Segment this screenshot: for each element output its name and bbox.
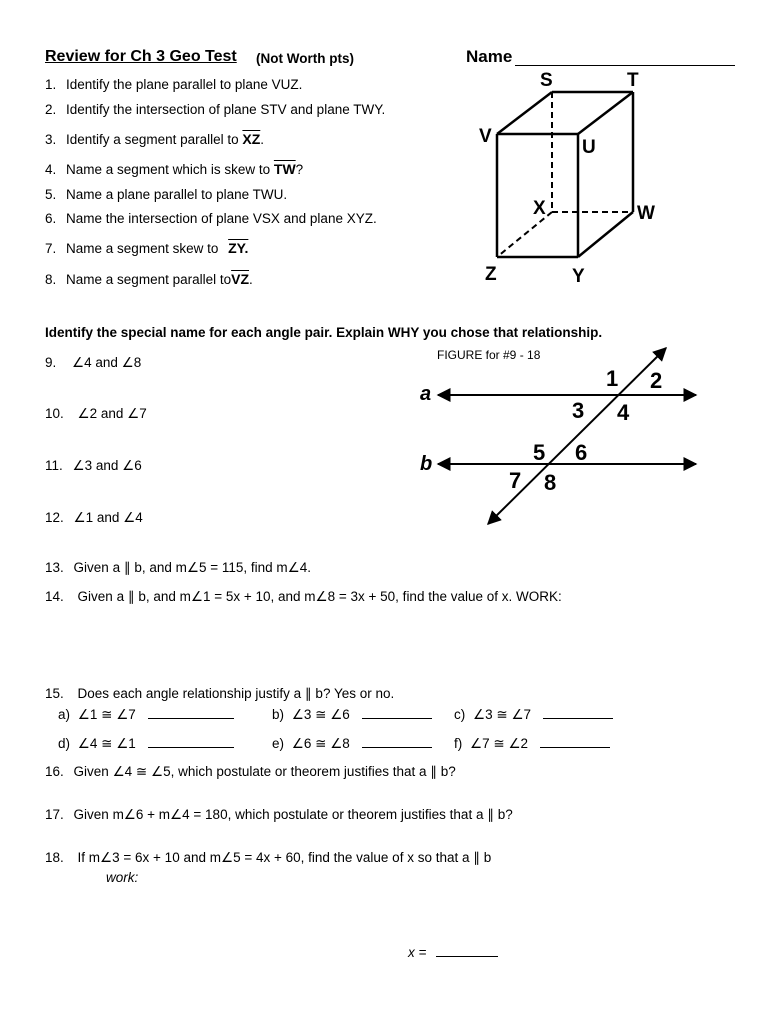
question-4: 4. Name a segment which is skew to $\overline{TW}$? — [45, 161, 304, 177]
angle-label-4: 4 — [617, 400, 630, 425]
question-3: 3. Identify a segment parallel to $\overline{XZ}$. — [45, 131, 265, 147]
line-a-label: a — [420, 383, 432, 405]
prism-label-z: Z — [485, 264, 497, 285]
question-17: 17. Given m∠6 + m∠4 = 180, which postulate or theorem justifies that a ∥ b? — [45, 807, 513, 822]
name-label: Name — [466, 47, 513, 66]
question-14: 14. Given a ∥ b, and m∠1 = 5x + 10, and m∠8 = 3x + 50, find the value of x. WORK: — [45, 589, 562, 604]
segment-vz: $\overline{VZ}$ — [231, 271, 250, 287]
angle-label-3: 3 — [572, 398, 585, 423]
q15-part-c: c) ∠3 ≅ ∠7 — [454, 706, 613, 723]
angle-label-2: 2 — [650, 368, 663, 393]
q18-work-label: work: — [106, 870, 139, 885]
q15-part-b: b) ∠3 ≅ ∠6 — [272, 706, 432, 723]
q15-d-answer[interactable] — [148, 735, 234, 748]
segment-tw: $\overline{TW}$ — [273, 161, 296, 177]
q15-a-answer[interactable] — [148, 706, 234, 719]
question-9: 9. ∠4 and ∠8 — [45, 355, 142, 370]
q15-part-a: a) ∠1 ≅ ∠7 — [58, 706, 234, 723]
question-15: 15. Does each angle relationship justify a ∥ b? Yes or no. — [45, 686, 395, 701]
prism-label-w: W — [637, 203, 655, 224]
prism-figure — [475, 62, 675, 287]
line-b-label: b — [420, 453, 433, 475]
q15-part-e: e) ∠6 ≅ ∠8 — [272, 735, 432, 752]
question-18: 18. If m∠3 = 6x + 10 and m∠5 = 4x + 60, find the value of x so that a ∥ b — [45, 850, 492, 865]
question-11: 11. ∠3 and ∠6 — [45, 458, 142, 473]
q15-f-answer[interactable] — [540, 735, 610, 748]
prism-label-x: X — [533, 198, 546, 219]
prism-label-t: T — [627, 70, 639, 91]
prism-label-u: U — [582, 137, 596, 158]
angle-label-8: 8 — [544, 470, 557, 495]
question-2: 2. Identify the intersection of plane STV and plane TWY. — [45, 102, 386, 117]
prism-label-y: Y — [572, 266, 585, 287]
q15-b-answer[interactable] — [362, 706, 432, 719]
figure-caption: FIGURE for #9 - 18 — [437, 348, 541, 362]
segment-zy: ZY. — [228, 240, 249, 256]
parallel-lines-figure — [410, 340, 710, 530]
question-10: 10. ∠2 and ∠7 — [45, 406, 147, 421]
angle-section-heading: Identify the special name for each angle pair. Explain WHY you chose that relationship. — [45, 325, 603, 340]
question-6: 6. Name the intersection of plane VSX and plane XYZ. — [45, 211, 377, 226]
question-13: 13. Given a ∥ b, and m∠5 = 115, find m∠4. — [45, 560, 311, 575]
question-8: 8. Name a segment parallel $to\overline{VZ}$. — [45, 271, 253, 287]
question-12: 12. ∠1 and ∠4 — [45, 510, 143, 525]
angle-label-7: 7 — [509, 468, 522, 493]
question-1: 1. Identify the plane parallel to plane VUZ. — [45, 77, 303, 92]
prism-label-v: V — [479, 126, 492, 147]
question-16: 16. Given ∠4 ≅ ∠5, which postulate or theorem justifies that a ∥ b? — [45, 764, 456, 779]
transversal — [488, 348, 666, 524]
answer-x-field[interactable] — [436, 944, 498, 957]
page-subtitle: (Not Worth pts) — [256, 51, 354, 66]
segment-xz: $\overline{XZ}$ — [242, 131, 261, 147]
angle-label-6: 6 — [575, 440, 588, 465]
answer-x: x = — [408, 944, 498, 960]
q15-part-d: d) ∠4 ≅ ∠1 — [58, 735, 234, 752]
page-title: Review for Ch 3 Geo Test — [45, 48, 237, 65]
q15-c-answer[interactable] — [543, 706, 613, 719]
question-7: 7. Name a segment skew to ZY. — [45, 240, 249, 256]
prism-label-s: S — [540, 70, 553, 91]
angle-label-1: 1 — [606, 366, 619, 391]
q15-e-answer[interactable] — [362, 735, 432, 748]
angle-label-5: 5 — [533, 440, 546, 465]
q15-part-f: f) ∠7 ≅ ∠2 — [454, 735, 610, 752]
question-5: 5. Name a plane parallel to plane TWU. — [45, 187, 288, 202]
